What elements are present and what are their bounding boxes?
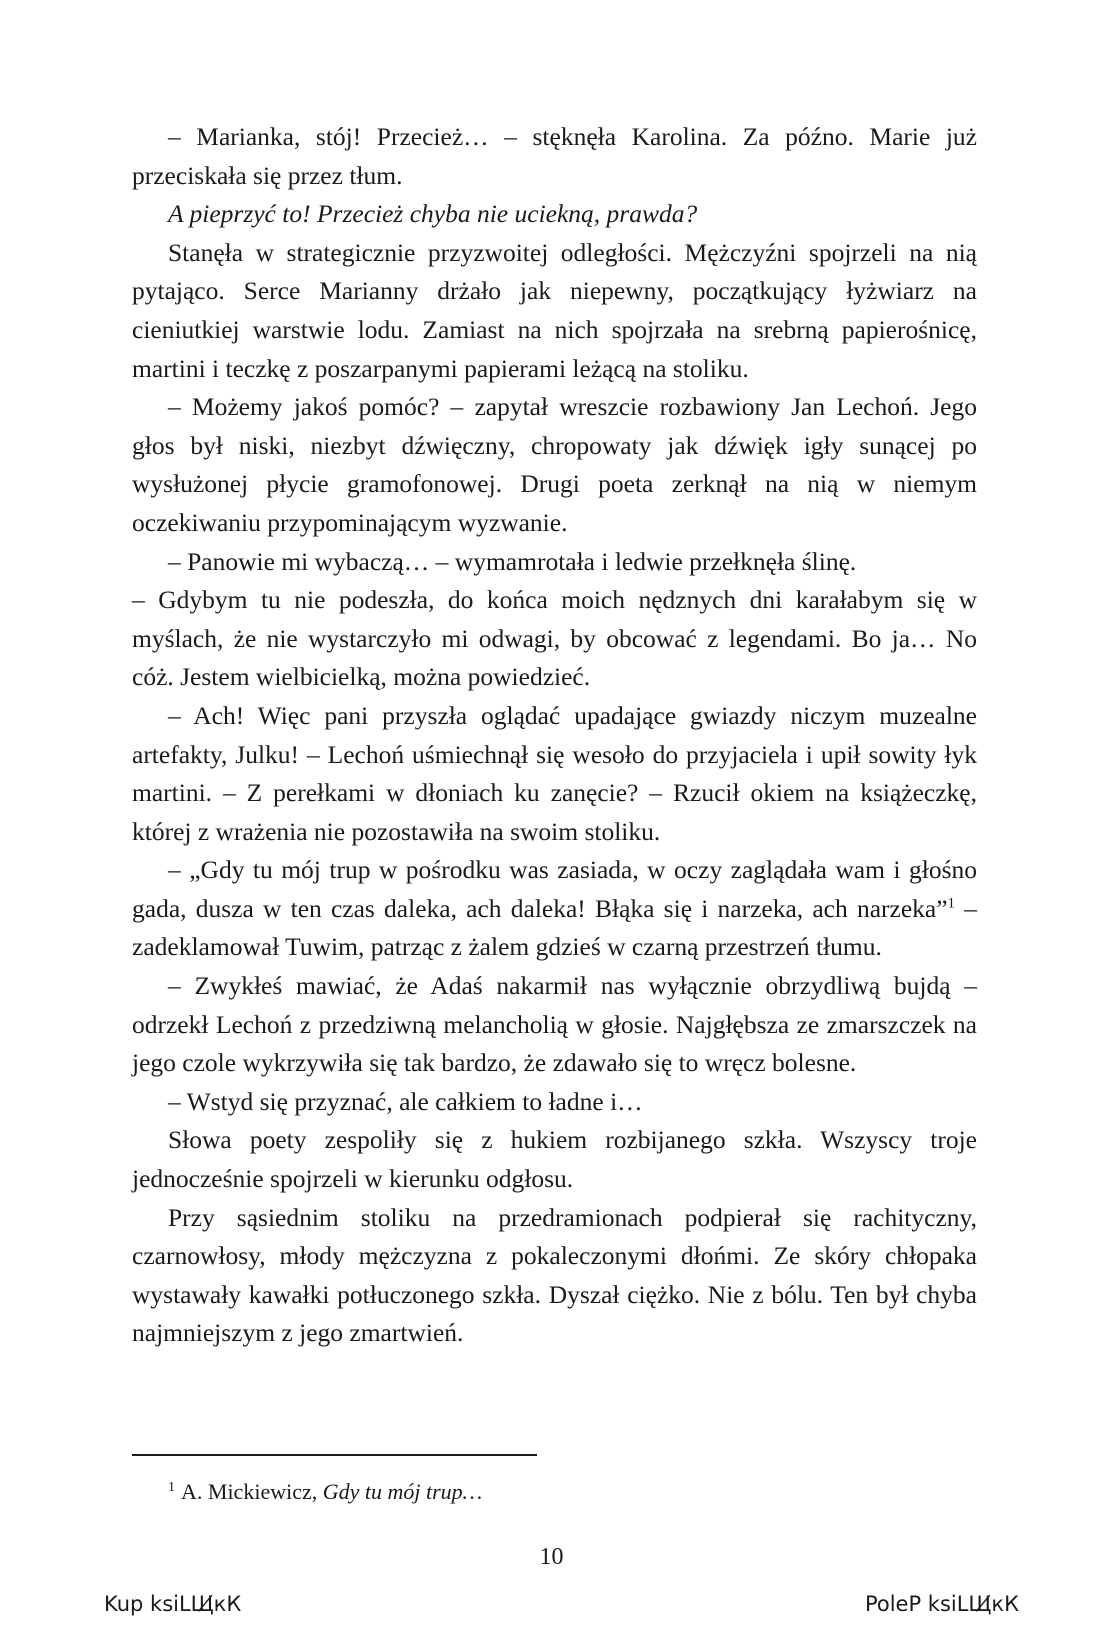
paragraph-continued: – Gdybym tu nie podeszła, do końca moich nędznych dni karałabym się w myślach, że nie wystarczyło mi odwagi, by obcować z legendami. Bo ja… No cóż. Jestem wielbicielką, można powiedzieć.	[132, 585, 977, 692]
quoted-verse: – „Gdy tu mój trup w pośrodku was zasiada, w oczy zaglądała wam i głośno gada, dusza w ten czas daleka, ach daleka! Błąka się i narzeka, ach narzeka”	[132, 855, 977, 923]
paragraph: Stanęła w strategicznie przyzwoitej odległości. Mężczyźni spojrzeli na nią pytająco. Serce Marianny drżało jak niepewny, początkujący łyżwiarz na cieniutkiej warstwie lodu. Zamiast na nich spojrzała na srebrną papierośnicę, martini i teczkę z poszarpanymi papierami leżącą na stoliku.	[132, 237, 977, 383]
footnote-reference: 1	[947, 895, 956, 912]
recommend-book-link[interactable]: PoleP ksiLЩ̸кК	[864, 1592, 1019, 1616]
paragraph-with-footnote	[132, 851, 977, 967]
paragraph: Słowa poety zespoliły się z hukiem rozbijanego szkła. Wszyscy troje jednocześnie spojrzeli w kierunku odgłosu.	[132, 1125, 977, 1194]
paragraph: – Możemy jakoś pomóc? – zapytał wreszcie rozbawiony Jan Lechoń. Jego głos był niski, niezbyt dźwięczny, chropowaty jak dźwięk igły sunącej po wysłużonej płycie gramofonowej. Drugi poeta zerknął na nią w niemym oczekiwaniu przypominającym wyzwanie.	[132, 392, 977, 537]
footnote-divider	[132, 1454, 537, 1456]
paragraph: – Wstyd się przyznać, ale całkiem to ładne i…	[168, 1086, 643, 1116]
paragraph-italic: A pieprzyć to! Przecież chyba nie uciekną, prawda?	[168, 199, 698, 229]
footnote-work-title: Gdy tu mój trup…	[322, 1479, 483, 1504]
paragraph: – Zwykłeś mawiać, że Adaś nakarmił nas wyłącznie obrzydliwą bujdą – odrzekł Lechoń z przedziwną melancholią w głosie. Najgłębsza ze zmarszczek na jego czole wykrzywiła się tak bardzo, że zdawało się to wręcz bolesne.	[132, 971, 977, 1078]
page-number: 10	[539, 1544, 564, 1570]
paragraph-continuation: – zadeklamował Tuwim, patrząc z żalem gdzieś w czarną przestrzeń tłumu.	[132, 893, 977, 962]
paragraph: – Marianka, stój! Przecież… – stęknęła Karolina. Za późno. Marie już przeciskała się przez tłum.	[132, 122, 977, 190]
footnote-number: 1	[168, 1479, 175, 1495]
paragraph: Przy sąsiednim stoliku na przedramionach podpierał się rachityczny, czarnowłosy, młody mężczyzna z pokaleczonymi dłońmi. Ze skóry chłopaka wystawały kawałki potłuczonego szkła. Dyszał ciężko. Nie z bólu. Ten był chyba najmniejszym z jego zmartwień.	[132, 1202, 977, 1348]
paragraph: – Ach! Więc pani przyszła oglądać upadające gwiazdy niczym muzealne artefakty, Julku! – Lechoń uśmiechnął się wesoło do przyjaciela i upił sowity łyk martini. – Z perełkami w dłoniach ku zanęcie? – Rzucił okiem na książeczkę, której z wrażenia nie pozostawiła na swoim stoliku.	[132, 700, 977, 846]
footnote	[168, 1478, 482, 1506]
footnote-author: A. Mickiewicz,	[181, 1479, 318, 1504]
paragraph: – Panowie mi wybaczą… – wymamrotała i ledwie przełknęła ślinę.	[168, 546, 857, 576]
buy-book-link[interactable]: Kup ksiLЩ̸кК	[104, 1592, 242, 1616]
body-text	[132, 118, 977, 1353]
